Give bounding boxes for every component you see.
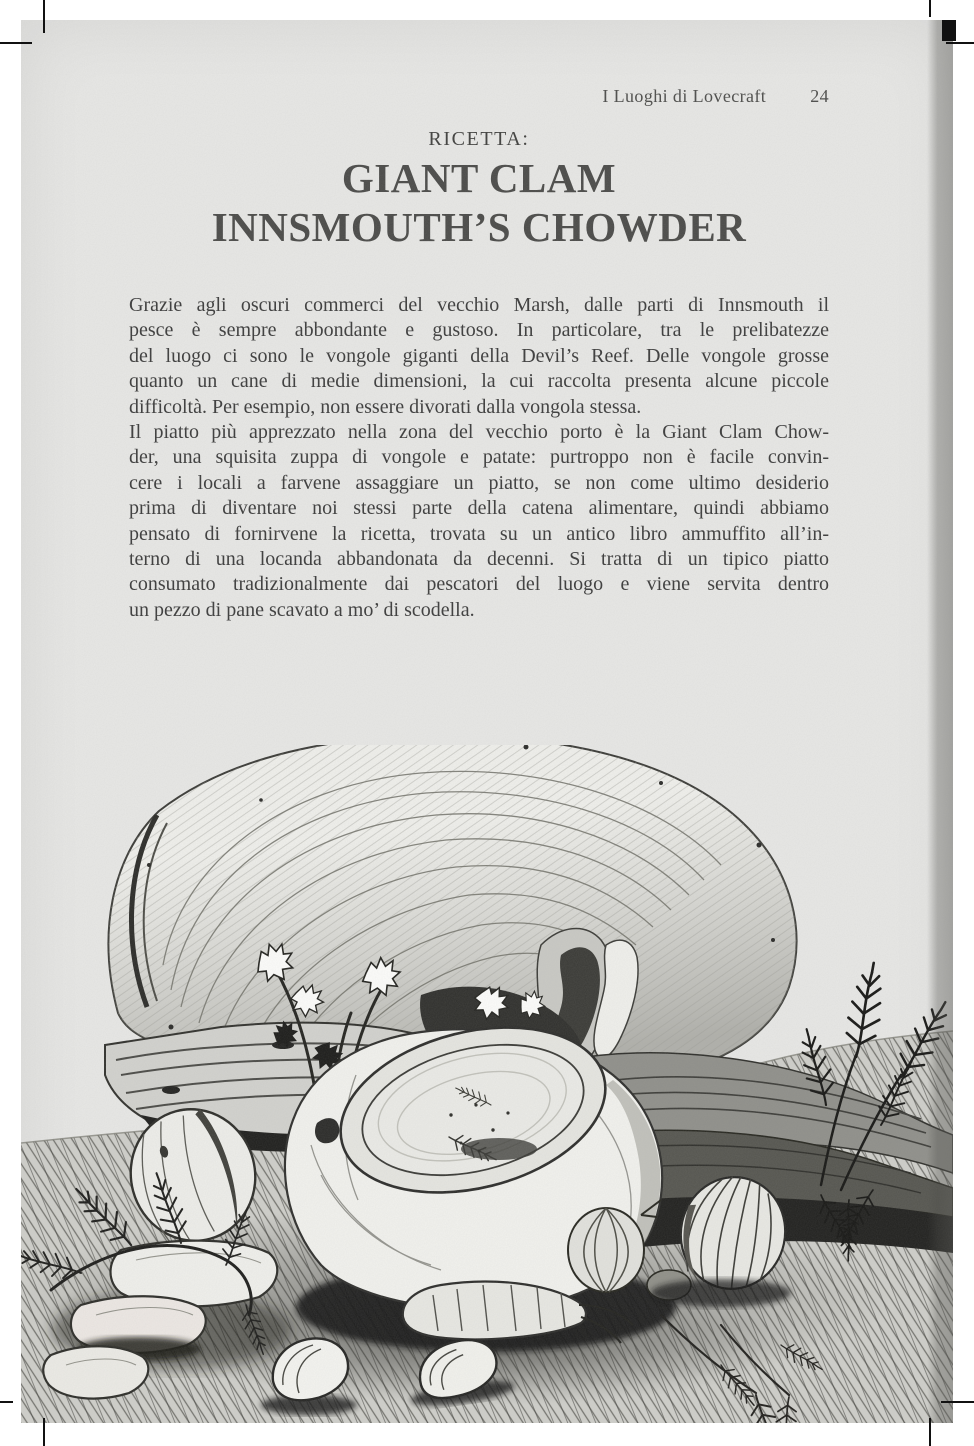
crop-mark-top-left-v: [43, 0, 45, 33]
onion-and-shells: [568, 1167, 796, 1307]
crop-mark-top-left-h: [0, 42, 32, 44]
page-paper: [21, 20, 953, 1423]
registration-block: [942, 20, 956, 41]
body-line: consumato tradizionalmente dai pescatori del luogo e viene servita dentro: [129, 573, 829, 596]
crop-mark-bottom-left-v: [43, 1418, 45, 1446]
foreground-shells: [261, 1334, 515, 1415]
body-line: difficoltà. Per esempio, non essere divorati dalla vongola stessa.: [129, 395, 642, 418]
pebbles-left: [43, 1095, 291, 1398]
body-line: pensato di fornirvene la ricetta, trovata su un antico libro ammuffito all’in-: [129, 522, 829, 545]
bread-bowl-rim: [323, 1002, 623, 1219]
recipe-intro-text: [129, 293, 829, 623]
crop-mark-bottom-right-v: [929, 1418, 931, 1446]
parsley-sprigs: [250, 938, 582, 1140]
bread-bowl-chowder: [285, 1002, 676, 1352]
dill-sprigs-bottom: [661, 1315, 826, 1423]
body-line: quanto un cane di medie dimensioni, la cui raccolta presenta alcune piccole: [129, 370, 829, 393]
running-header: [129, 86, 829, 107]
striped-cockle-shell: [670, 1167, 795, 1298]
body-line: un pezzo di pane scavato a mo’ di scodella.: [129, 598, 475, 621]
soup-garnish: [445, 1082, 537, 1167]
driftwood-left: [105, 1023, 481, 1152]
chowder-illustration: [21, 745, 953, 1423]
recipe-title: [87, 154, 871, 252]
body-line: Il piatto più apprezzato nella zona del vecchio porto è la Giant Clam Chow-: [129, 420, 829, 443]
shell-speckles: [147, 745, 775, 1077]
book-title: I Luoghi di Lovecraft: [602, 86, 767, 106]
body-line: del luogo ci sono le vongole giganti della Devil’s Reef. Delle vongole grosse: [129, 344, 829, 367]
clam-mouth-fold: [488, 929, 661, 1101]
carrot: [403, 1282, 633, 1343]
recipe-title-line-1: GIANT CLAM: [341, 155, 617, 201]
crop-mark-bottom-right-h: [941, 1401, 974, 1403]
body-line: prima di diventare noi stessi parte della catena alimentare, quindi abbiamo: [129, 497, 829, 520]
page-edge-shadow: [927, 20, 953, 1423]
seaweed-frond-left: [21, 1169, 271, 1357]
body-line: der, una squisita zuppa di vongole e patate: purtroppo non è facile convin-: [129, 446, 829, 469]
body-line: cere i locali a farvene assaggiare un piatto, se non come ultimo desiderio: [129, 471, 829, 494]
page-number: 24: [810, 86, 829, 106]
driftwood-right: [566, 1053, 953, 1253]
ground-hatching: [21, 1031, 953, 1423]
recipe-title-line-2: INNSMOUTH’S CHOWDER: [211, 204, 747, 250]
crop-mark-top-right-v: [929, 0, 931, 17]
giant-clam-shell: [109, 745, 797, 1101]
body-line: terno di una locanda abbandonata da decenni. Si tratta di un tipico piatto: [129, 547, 829, 570]
body-line: pesce è sempre abbondante e gustoso. In particolare, tra le prelibatezze: [129, 319, 829, 342]
recipe-kicker: RICETTA:: [428, 128, 530, 150]
body-line: Grazie agli oscuri commerci del vecchio Marsh, dalle parti di Innsmouth il: [129, 294, 829, 316]
crop-mark-bottom-left-h: [0, 1401, 13, 1403]
crop-mark-top-right-h: [946, 42, 974, 44]
